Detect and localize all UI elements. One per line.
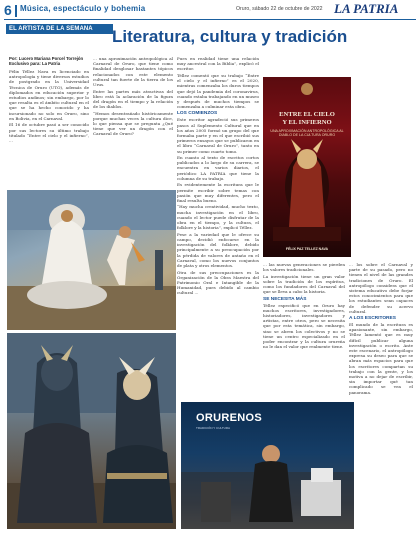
- paragraph: Este escritor agradeció sus primeros pasos al Suplemento Cultural que en los años 2005 formó un grupo del que formaba parte y en el que escribió sus primeros ensayos que se publicaron en el libro “Carnaval de Oruro”, tanto en su primer como cuarto tomo.: [177, 117, 259, 154]
- article-column-4: [263, 262, 345, 402]
- byline-author: Por: Lucero Mariana Porcel Torrejón: [9, 56, 84, 61]
- paragraph: “Hemos desentrañado históricamente porque muchas veces la cultura dice, lo que piensa que se pregunta ¿Qué tiene que ver un dragón con el Carnaval de Oruro?: [93, 110, 173, 137]
- section-title: Música, espectáculo y bohemia: [20, 4, 146, 13]
- section-kicker: EL ARTISTA DE LA SEMANA: [6, 24, 113, 34]
- paragraph: ... las nuevas generaciones se pierden los valores tradicionales.: [263, 262, 345, 273]
- paragraph: ... una aproximación antropológica al Carnaval de Oruro, que tiene como finalidad desglosar bastantes tópicos relacionados con este elemento cultural tan fuerte de la tierra de los Urus.: [93, 56, 173, 88]
- article-column-1: [9, 69, 89, 189]
- paragraph: Es evidentemente la escritura que le permite escribir sobre temas con pasión que muy diferentes, pero el final resulta bueno.: [177, 182, 259, 203]
- paragraph: Téllez especificó que en Oruro hay muchos escritores, investigadores, historiadores, investigadores y artistas, entre otros, pero se necesita que por esta temática, sin embargo, sino se abren los colectivos y no se tiene un centro especializado en el poder encontrar y la cultura orureña no le dan el valor que realmente tiene.: [263, 302, 345, 350]
- issue-date: Oruro, sábado 22 de octubre de 2022: [236, 6, 323, 12]
- speaker-illustration: [181, 402, 354, 529]
- book-author: FÉLIX PAZ TELLEZ NAVA: [285, 247, 329, 251]
- event-banner-brand: ORURENOS: [196, 412, 262, 424]
- paragraph: Entre las partes más atractivas del libro está la aclaración de la figura del dragón en el tiempo y la relación de los diablos.: [93, 88, 173, 110]
- diablo-costume-photo: [7, 333, 176, 529]
- paragraph: “Hay mucha creatividad, mucho texto, mucha investigación en el libro, cuando el lector puede disfrutar de la obra en el tiempo, y la cultura, el folklore y la historia”, explicó Téllez.: [177, 204, 259, 231]
- page-number: 6: [4, 2, 12, 18]
- page-number-divider: [15, 5, 17, 17]
- book-title-line-2: Y EL INFIERNO: [282, 119, 332, 126]
- subheading: LOS COMIENZOS: [177, 111, 218, 117]
- paragraph: Pese a la variedad que le ofrece su campo, decidió enfocarse en la investigación del folklore, debido principalmente a su preocupación por la pérdida de valores de antaño en el Carnaval, como los nuevos conjuntos de plata y otros elementos.: [177, 231, 259, 268]
- article-column-5: [349, 262, 413, 402]
- paragraph: La investigación tiene un gran valor sobre la tradición de los espíritus, como los fundadores del Carnaval del que se lleva a cabo la historia.: [263, 273, 345, 295]
- byline-source: Exclusivo para: La Patria: [9, 61, 61, 67]
- newspaper-logo: LA PATRIA: [334, 1, 399, 16]
- paragraph: El mundo de la escritura es apasionante, sin embargo, Téllez lamentó que es muy difícil publicar alguna investigación o escrito. Ante este escenario, el antropólogo expresa su deseo para que se abran más espacios para que los escritores compartan su trabajo con la gente, y los motiva a no dejar de escribir, sin importar qué tan complicado se vea el panorama.: [349, 322, 413, 395]
- paragraph: Pues en realidad tiene una relación muy ancestral con la Biblia”, explicó el escritor.: [177, 56, 259, 72]
- paragraph: Félix Téllez Nava es licenciado en antropología y tiene diversos estudios de postgrado en la Universidad Técnica de Oruro (UTO), además de diplomados en educación superior y estudios andinos; sin embargo, por lo que resalta es el ámbito cultural en el que se ha hecho conocido y ha incursionado no solo en Oruro, sino en Bolivia, en el Carnaval.: [9, 69, 89, 121]
- article-column-2: [93, 56, 173, 188]
- paragraph: El 16 de octubre pasó a ser conocido por sus lectores su último trabajo titulado “Entre el cielo y el infierno”, ...: [9, 122, 89, 143]
- book-subtitle: UNA APROXIMACIÓN ANTROPOLÓGICA AL DIABLO DE LA CULTURA ORURO: [270, 129, 344, 137]
- byline: [9, 56, 85, 66]
- book-title-line-1: ENTRE EL CIELO: [279, 111, 335, 118]
- event-banner-subtitle: TRADICIÓN Y CULTURA: [196, 426, 231, 430]
- article-column-3: [177, 56, 259, 402]
- book-cover-art: [263, 77, 351, 257]
- article-headline: Literatura, cultura y tradición: [112, 27, 348, 46]
- paragraph: Otra de sus preocupaciones es la Organización de la Obra Maestra del Patrimonio Oral e Intangible de la Humanidad, pues debido al cambio cultural ...: [177, 269, 259, 296]
- subheading: SE NECESITA MÁS: [263, 296, 307, 302]
- dancers-photo: [7, 190, 176, 330]
- diablo-illustration: [7, 333, 176, 529]
- header-rule: [4, 19, 416, 20]
- book-launch-photo: [181, 402, 354, 529]
- paragraph: Téllez comentó que su trabajo “Entre el cielo y el infierno” es el 2020, mientras comenzaba los duros tiempos que dejó la pandemia del coronavirus, cuando estaba trabajando en un museo y después de muchos tiempos se comenzaba a culminar esta obra.: [177, 72, 259, 110]
- book-cover-image: [263, 77, 351, 257]
- subheading: A LOS ESCRITORES: [349, 316, 396, 322]
- paragraph: ... los sobre el Carnaval y parte de su pasado, pero no tienen el nivel de las grandes tradiciones de Oruro. El antropólogo considera que el sistema educativo debe forjar estos conocimientos para que los estudiantes sean capaces de defender su acervo cultural.: [349, 262, 413, 314]
- dancers-illustration: [7, 190, 176, 330]
- paragraph: En cuanto al texto de escritos cortos publicados a lo largo de su carrera, se encuentra en varios diarios, el periódico LA PATRIA que tiene la columna de su trabajo.: [177, 155, 259, 181]
